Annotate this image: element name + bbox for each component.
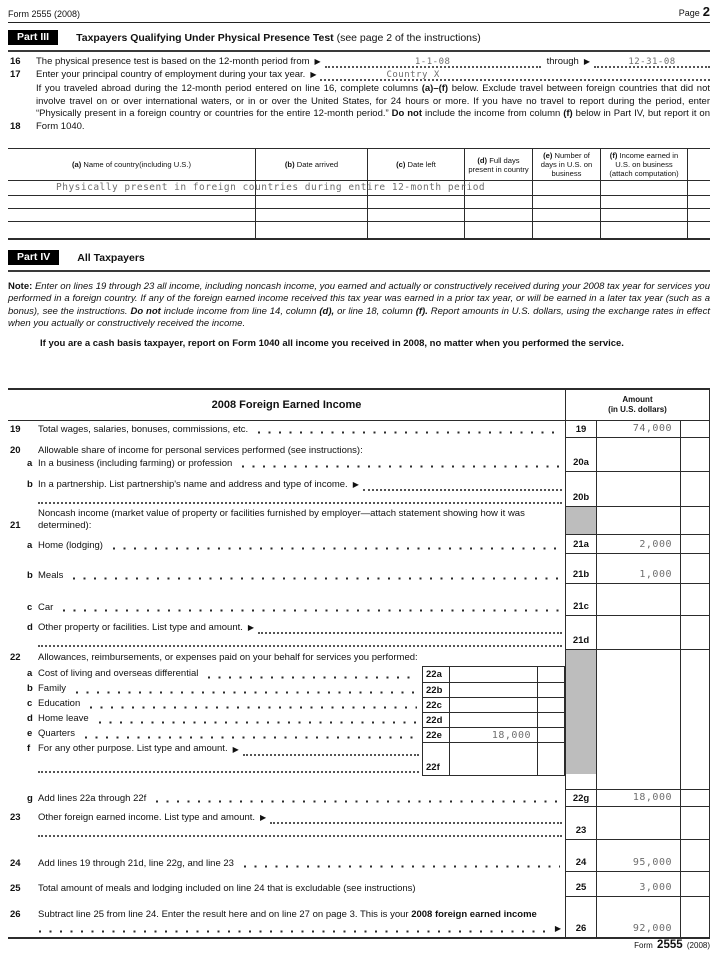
travel-row-2	[8, 195, 710, 208]
line-16-from-value: 1-1-08	[414, 57, 451, 67]
row-22-shaded-cell	[566, 650, 596, 789]
line-16	[8, 55, 710, 68]
travel-cell[interactable]	[600, 196, 687, 208]
row-21d-entry-line2[interactable]	[38, 635, 562, 647]
row-22g-cents[interactable]	[680, 790, 709, 806]
row-22d-line-number: 22d	[426, 714, 443, 726]
row-22g-letter: g	[27, 793, 33, 804]
row-25-text: Total amount of meals and lodging included on line 24 that is excludable (see instructions)	[38, 883, 416, 894]
dot-leader	[38, 922, 545, 934]
row-22b-letter: b	[27, 683, 33, 694]
row-26-line-number: 26	[575, 923, 587, 934]
row-21b	[8, 554, 710, 584]
line-16-number: 16	[10, 56, 21, 67]
row-22-band	[8, 650, 710, 790]
row-22e-letter: e	[27, 728, 33, 739]
row-22g	[8, 790, 710, 807]
line-16-through-entry[interactable]	[594, 55, 710, 68]
footer-form-year: (2008)	[686, 941, 710, 950]
row-22d-cents[interactable]	[537, 713, 564, 727]
dot-leader	[241, 457, 560, 469]
row-21b-letter: b	[27, 570, 33, 581]
arrow-right-icon: ▶	[314, 57, 321, 66]
row-24-text: Add lines 19 through 21d, line 22g, and line 23	[38, 858, 234, 869]
travel-col-e-header: (e) Number of days in U.S. on business	[532, 149, 600, 180]
row-22a-letter: a	[27, 668, 33, 679]
row-19-amount[interactable]: 74,000	[596, 421, 680, 437]
dot-leader	[75, 683, 417, 695]
travel-cell[interactable]	[687, 209, 710, 221]
note-paragraph: Note: Enter on lines 19 through 23 all income, including noncash income, you earned and actually or constructively received during your 2008 tax year for services you performed in a foreign country. If any of the foreign earned income received this tax year was earned in a prior tax year, or will be earned in a later tax year (such as a bonus), see the instructions. Do not include income from line 14, column (d), or line 18, column (f). Report amounts in U.S. dollars, using the exchange rates in effect when you actually or constructively received the income.	[8, 281, 710, 330]
row-23-entry[interactable]	[270, 811, 562, 824]
row-22g-line-number: 22g	[572, 792, 590, 804]
footer-form-word: Form	[634, 941, 653, 950]
travel-cell[interactable]	[464, 196, 532, 208]
row-22e-cents[interactable]	[537, 728, 564, 742]
row-21c-amount[interactable]	[596, 584, 680, 615]
page-indicator	[679, 4, 710, 19]
part3-title: Taxpayers Qualifying Under Physical Presence Test (see page 2 of the instructions)	[76, 31, 481, 44]
travel-table	[8, 148, 710, 240]
arrow-right-icon: ▶	[583, 57, 590, 66]
row-21-text: Noncash income (market value of property or facilities furnished by employer—attach statement showing how it was determined):	[38, 507, 525, 532]
travel-cell[interactable]	[687, 181, 710, 195]
row-20a-amount[interactable]	[596, 438, 680, 471]
row-22f-entry[interactable]	[243, 743, 419, 756]
row-21a-line-number: 21a	[573, 538, 589, 550]
line-16-through-text: through	[546, 56, 579, 67]
travel-cell[interactable]	[464, 222, 532, 238]
row-21d-entry[interactable]	[258, 621, 562, 634]
row-21c-text: Car	[38, 602, 54, 613]
row-22-cents	[680, 650, 709, 789]
row-20b	[8, 472, 710, 507]
income-table	[8, 388, 710, 939]
inner-row-22b	[423, 682, 564, 697]
row-24-cents[interactable]	[680, 840, 709, 871]
travel-cell[interactable]	[367, 196, 464, 208]
row-22b-amount[interactable]	[449, 683, 537, 697]
travel-cell[interactable]	[600, 222, 687, 238]
dot-leader	[62, 601, 560, 613]
row-22d-letter: d	[27, 713, 33, 724]
dot-leader	[155, 792, 560, 804]
line-17-entry[interactable]	[320, 68, 710, 81]
row-21a-amount[interactable]: 2,000	[596, 535, 680, 553]
row-22f-letter: f	[27, 743, 31, 754]
arrow-right-icon: ▶	[310, 70, 317, 79]
row-26-number: 26	[10, 909, 21, 921]
row-22c-amount[interactable]	[449, 698, 537, 712]
row-26-amount[interactable]: 92,000	[596, 897, 680, 937]
row-21a	[8, 535, 710, 554]
income-table-header	[8, 390, 710, 421]
page-header	[8, 4, 710, 23]
row-21b-text: Meals	[38, 570, 64, 581]
travel-cell[interactable]	[687, 222, 710, 238]
row-19-cents[interactable]	[680, 421, 709, 437]
row-22a-text: Cost of living and overseas differential	[38, 668, 199, 679]
inner-row-22d	[423, 712, 564, 727]
dot-leader	[89, 698, 417, 710]
dot-leader	[112, 539, 560, 551]
row-23-number: 23	[10, 812, 21, 823]
line-17	[8, 68, 710, 81]
row-21b-cents[interactable]	[680, 554, 709, 583]
row-22d-amount[interactable]	[449, 713, 537, 727]
inner-row-22c	[423, 697, 564, 712]
row-22a-line-number: 22a	[426, 669, 442, 680]
travel-cell[interactable]	[255, 209, 367, 221]
row-22c-letter: c	[27, 698, 33, 709]
row-20a-letter: a	[27, 458, 33, 469]
dot-leader	[257, 423, 560, 435]
note-label: Note:	[8, 281, 33, 292]
row-21c-letter: c	[27, 602, 33, 613]
row-20a-cents[interactable]	[680, 438, 709, 471]
page-footer	[634, 939, 710, 951]
travel-cell[interactable]	[600, 181, 687, 195]
row-20b-cents[interactable]	[680, 472, 709, 506]
travel-row-4	[8, 221, 710, 238]
dot-leader	[98, 713, 417, 725]
line-18-number: 18	[10, 121, 21, 133]
travel-cell[interactable]	[687, 196, 710, 208]
travel-cell[interactable]	[600, 209, 687, 221]
arrow-right-icon: ▶	[247, 623, 255, 632]
row-21d-cents[interactable]	[680, 616, 709, 649]
row-21d-amount[interactable]	[596, 616, 680, 649]
row-21c	[8, 584, 710, 616]
row-21-number: 21	[10, 520, 21, 532]
cash-basis-note: If you are a cash basis taxpayer, report on Form 1040 all income you received in 2008, no matter when you performed the service.	[40, 337, 624, 349]
row-22f-cents[interactable]	[537, 743, 564, 775]
row-22g-text: Add lines 22a through 22f	[38, 793, 147, 804]
row-21-intro	[8, 507, 710, 535]
row-22f-text: For any other purpose. List type and amount.	[38, 743, 228, 754]
row-22g-amount[interactable]: 18,000	[596, 790, 680, 806]
row-19-number: 19	[10, 424, 21, 435]
row-25-cents[interactable]	[680, 872, 709, 896]
row-22b-line-number: 22b	[426, 684, 443, 696]
row-20a	[8, 438, 710, 472]
row-26-text: Subtract line 25 from line 24. Enter the result here and on line 27 on page 3. This is your	[38, 909, 412, 921]
row-20b-entry-line2[interactable]	[38, 492, 562, 504]
amount-column-header: Amount (in U.S. dollars)	[565, 390, 710, 420]
inner-row-22e	[423, 727, 564, 742]
row-21d-line-number: 21d	[572, 635, 590, 646]
row-22a-amount[interactable]	[449, 667, 537, 682]
row-22d-text: Home leave	[38, 713, 89, 724]
line-17-text: Enter your principal country of employment during your tax year.	[36, 69, 306, 80]
row-21-cents	[680, 507, 709, 534]
row-22f-amount[interactable]	[449, 743, 537, 775]
row-22c-line-number: 22c	[426, 699, 442, 711]
row-20b-line-number: 20b	[572, 492, 590, 503]
row-25-amount[interactable]: 3,000	[596, 872, 680, 896]
travel-col-f-header: (f) Income earned in U.S. on business (attach computation)	[600, 149, 687, 180]
travel-row-1-entry-value: Physically present in foreign countries during entire 12-month period	[56, 182, 486, 193]
row-21-shaded-cell	[566, 507, 596, 534]
row-20-number: 20	[10, 445, 21, 456]
row-23	[8, 807, 710, 840]
part4-title: All Taxpayers	[77, 251, 145, 264]
travel-cell[interactable]	[255, 196, 367, 208]
arrow-right-icon: ▶	[554, 924, 561, 933]
row-25-number: 25	[10, 883, 21, 894]
row-26	[8, 897, 710, 937]
inner-row-22a	[423, 667, 564, 682]
travel-cell[interactable]	[532, 181, 600, 195]
row-21d	[8, 616, 710, 650]
part3-subtitle: (see page 2 of the instructions)	[336, 31, 481, 44]
line-17-number: 17	[10, 69, 21, 80]
row-22-number: 22	[10, 652, 21, 663]
travel-cell[interactable]	[8, 222, 255, 238]
row-21c-cents[interactable]	[680, 584, 709, 615]
line-16-from-entry[interactable]	[325, 55, 541, 68]
row-20a-text: In a business (including farming) or profession	[38, 458, 233, 469]
row-21b-line-number: 21b	[572, 569, 590, 580]
dot-leader	[72, 569, 560, 581]
travel-cell[interactable]	[8, 209, 255, 221]
line-17-value: Country X	[386, 70, 440, 80]
income-table-title: 2008 Foreign Earned Income	[211, 399, 362, 411]
travel-row-1	[8, 180, 710, 195]
row-22e-text: Quarters	[38, 728, 75, 739]
travel-cell[interactable]	[532, 209, 600, 221]
row-22-text: Allowances, reimbursements, or expenses paid on your behalf for services you performed:	[38, 652, 418, 663]
footer-form-number: 2555	[657, 939, 683, 951]
row-25-line-number: 25	[575, 882, 587, 893]
row-22f-line-number: 22f	[426, 762, 440, 773]
line-16-through-value: 12-31-08	[628, 57, 676, 67]
row-20-text: Allowable share of income for personal services performed (see instructions):	[38, 445, 363, 456]
part3-header	[8, 27, 710, 52]
travel-cell[interactable]	[367, 209, 464, 221]
travel-row-3	[8, 208, 710, 221]
row-24	[8, 840, 710, 872]
travel-cell[interactable]	[8, 196, 255, 208]
dot-leader	[84, 728, 417, 740]
row-21-amount	[596, 507, 680, 534]
travel-col-a-header: (a) Name of country(including U.S.)	[71, 160, 192, 169]
row-21d-text: Other property or facilities. List type and amount.	[38, 622, 243, 633]
dot-leader	[207, 668, 417, 680]
line-18-text: If you traveled abroad during the 12-month period entered on line 16, complete columns (a)–(f) below. Exclude travel between foreign countries that did not involve travel on or over international waters, or in or over the United States, for 24 hours or more. If you have no travel to report during the period, enter “Physically present in a foreign country or countries for the entire 12-month period.” Do not include the income from column (f) below in Part IV, but report it on Form 1040.	[36, 83, 711, 132]
row-25	[8, 872, 710, 897]
arrow-right-icon: ▶	[260, 813, 267, 822]
row-22b-cents[interactable]	[537, 683, 564, 697]
travel-col-d-header: (d) Full days present in country	[464, 149, 532, 180]
row-19-line-number: 19	[575, 423, 587, 435]
form-id: Form 2555 (2008)	[8, 9, 81, 19]
row-22f-entry-line2[interactable]	[38, 757, 419, 773]
inner-row-22f	[423, 742, 564, 775]
part4-label: Part IV	[8, 250, 59, 265]
row-23-line-number: 23	[575, 825, 587, 836]
travel-col-b-header: (b) Date arrived	[255, 149, 367, 180]
allowances-inner-table	[422, 666, 565, 776]
row-21a-text: Home (lodging)	[38, 540, 103, 551]
row-19-text: Total wages, salaries, bonuses, commissions, etc.	[38, 424, 249, 435]
travel-cell[interactable]	[367, 222, 464, 238]
row-22a-cents[interactable]	[537, 667, 564, 682]
travel-cell[interactable]	[532, 196, 600, 208]
row-21c-line-number: 21c	[573, 601, 589, 612]
row-22e-amount[interactable]: 18,000	[449, 728, 537, 742]
row-20a-line-number: 20a	[573, 457, 589, 468]
part4-header	[8, 247, 710, 272]
row-24-amount[interactable]: 95,000	[596, 840, 680, 871]
arrow-right-icon: ▶	[232, 745, 239, 754]
row-22e-line-number: 22e	[426, 729, 442, 741]
row-23-cents[interactable]	[680, 807, 709, 839]
row-20b-entry[interactable]	[363, 478, 562, 491]
row-21a-cents[interactable]	[680, 535, 709, 553]
row-26-cents[interactable]	[680, 897, 709, 937]
row-22c-cents[interactable]	[537, 698, 564, 712]
travel-table-header	[8, 149, 710, 180]
row-20b-amount[interactable]	[596, 472, 680, 506]
row-21d-letter: d	[27, 622, 33, 633]
row-22-amount	[596, 650, 680, 789]
travel-cell[interactable]	[255, 222, 367, 238]
part3-label: Part III	[8, 30, 58, 45]
part4-notes	[8, 281, 710, 350]
travel-col-cents-header	[687, 149, 710, 180]
row-19	[8, 421, 710, 438]
arrow-right-icon: ▶	[352, 480, 359, 489]
dot-leader	[243, 857, 560, 869]
row-23-amount[interactable]	[596, 807, 680, 839]
page-word: Page	[678, 8, 700, 18]
travel-cell[interactable]	[532, 222, 600, 238]
row-22b-text: Family	[38, 683, 66, 694]
row-24-line-number: 24	[575, 857, 587, 868]
row-22c-text: Education	[38, 698, 81, 709]
row-23-entry-line2[interactable]	[38, 825, 562, 837]
row-20b-text: In a partnership. List partnership's name and address and type of income.	[38, 479, 348, 490]
row-20b-letter: b	[27, 479, 33, 490]
part3-lines	[8, 55, 710, 133]
row-26-text-bold: 2008 foreign earned income	[411, 909, 537, 921]
row-23-text: Other foreign earned income. List type and amount.	[38, 812, 256, 823]
line-16-text: The physical presence test is based on the 12-month period from	[36, 56, 310, 67]
row-24-number: 24	[10, 858, 21, 869]
line-18	[8, 83, 710, 133]
travel-col-c-header: (c) Date left	[367, 149, 464, 180]
row-21a-letter: a	[27, 540, 33, 551]
row-21b-amount[interactable]: 1,000	[596, 554, 680, 583]
travel-cell[interactable]	[464, 209, 532, 221]
page-number: 2	[702, 4, 710, 19]
